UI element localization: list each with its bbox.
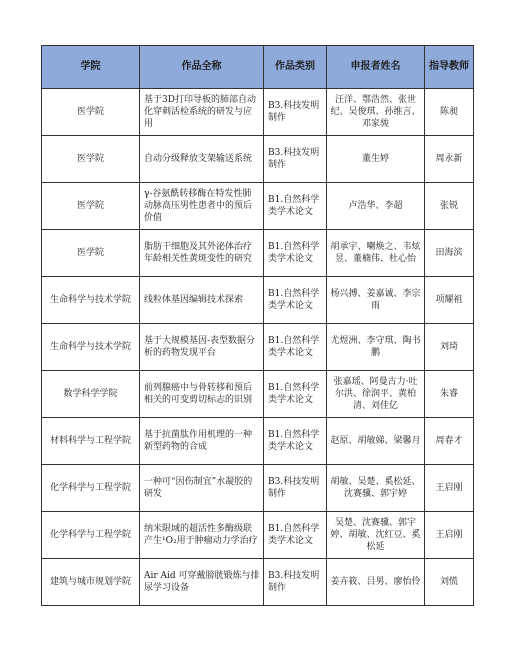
category-cell: B3.科技发明制作: [264, 89, 327, 136]
college-cell: 化学科学与工程学院: [42, 512, 140, 559]
category-cell: B1.自然科学类学术论文: [264, 183, 327, 230]
category-cell: B3.科技发明制作: [264, 465, 327, 512]
category-cell: B3.科技发明制作: [264, 559, 327, 606]
table-row: [42, 183, 474, 230]
table-row: [42, 512, 474, 559]
college-cell: 数学科学学院: [42, 371, 140, 418]
project-title-cell: 前列腺癌中与骨转移和预后相关的可变剪切标志的识别: [140, 371, 264, 418]
advisor-cell: 王启刚: [425, 465, 474, 512]
applicants-cell: 胡承宇、喇焕之、韦炫昱、董楠伟、杜心怡: [327, 230, 425, 277]
category-cell: B3.科技发明制作: [264, 136, 327, 183]
table-header-row: [42, 46, 474, 89]
project-title-cell: 基于大规模基因-表型数据分析的药物发现平台: [140, 324, 264, 371]
applicants-cell: 汪洋、鄂浩然、张世纪、吴俊琪、孙维言、邓家骏: [327, 89, 425, 136]
project-title-cell: 纳米限域的超活性多酶级联产生¹O₂用于肿瘤动力学治疗: [140, 512, 264, 559]
header-advisor: 指导教师: [425, 46, 474, 89]
applicants-cell: 胡敏、吴楚、奚松延、沈赛骥、郭宇婷: [327, 465, 425, 512]
college-cell: 化学科学与工程学院: [42, 465, 140, 512]
advisor-cell: 朱睿: [425, 371, 474, 418]
advisor-cell: 周永新: [425, 136, 474, 183]
project-title-cell: 自动分级释放支架输送系统: [140, 136, 264, 183]
table-row: [42, 371, 474, 418]
category-cell: B1.自然科学类学术论文: [264, 371, 327, 418]
project-title-cell: 线粒体基因编辑技术探索: [140, 277, 264, 324]
college-cell: 医学院: [42, 136, 140, 183]
table-body: [42, 89, 474, 606]
applicants-cell: 姜卉筱、吕男、廖怡伶: [327, 559, 425, 606]
project-table: [41, 45, 474, 606]
advisor-cell: 刘慌: [425, 559, 474, 606]
table-row: [42, 465, 474, 512]
college-cell: 医学院: [42, 89, 140, 136]
table-row: [42, 418, 474, 465]
header-college: 学院: [42, 46, 140, 89]
table-row: [42, 136, 474, 183]
advisor-cell: 周春才: [425, 418, 474, 465]
category-cell: B1.自然科学类学术论文: [264, 512, 327, 559]
project-title-cell: 脂肪干细胞及其外泌体治疗年龄相关性黄斑变性的研究: [140, 230, 264, 277]
header-title: 作品全称: [140, 46, 264, 89]
applicants-cell: 尤煜洲、李守琪、陶书鹏: [327, 324, 425, 371]
applicants-cell: 张嘉瑶、阿曼古力·吐尔洪、徐润平、黄柏清、刘佳亿: [327, 371, 425, 418]
applicants-cell: 吴楚、沈赛骥、郭宇婷、胡敏、沈红豆、奚松延: [327, 512, 425, 559]
college-cell: 生命科学与技术学院: [42, 324, 140, 371]
college-cell: 材料科学与工程学院: [42, 418, 140, 465]
table-row: [42, 559, 474, 606]
advisor-cell: 陈昶: [425, 89, 474, 136]
table-row: [42, 89, 474, 136]
advisor-cell: 王启刚: [425, 512, 474, 559]
category-cell: B1.自然科学类学术论文: [264, 418, 327, 465]
advisor-cell: 刘琦: [425, 324, 474, 371]
table-row: [42, 230, 474, 277]
college-cell: 医学院: [42, 230, 140, 277]
applicants-cell: 董生婷: [327, 136, 425, 183]
applicants-cell: 赵原、胡敏娣、梁馨月: [327, 418, 425, 465]
college-cell: 生命科学与技术学院: [42, 277, 140, 324]
project-title-cell: γ-谷氨酰转移酶在特发性肺动脉高压男性患者中的预后价值: [140, 183, 264, 230]
applicants-cell: 杨兴搏、姜嘉诚、李宗雨: [327, 277, 425, 324]
college-cell: 建筑与城市规划学院: [42, 559, 140, 606]
category-cell: B1.自然科学类学术论文: [264, 324, 327, 371]
college-cell: 医学院: [42, 183, 140, 230]
advisor-cell: 项耀祖: [425, 277, 474, 324]
project-title-cell: 基于抗菌肽作用机理的一种新型药物的合成: [140, 418, 264, 465]
project-title-cell: 一种可“因伤制宜”水凝胶的研发: [140, 465, 264, 512]
table-row: [42, 324, 474, 371]
category-cell: B1.自然科学类学术论文: [264, 230, 327, 277]
header-applicants: 申报者姓名: [327, 46, 425, 89]
project-title-cell: Air Aid 可穿戴膀胱锻炼与排尿学习设备: [140, 559, 264, 606]
table-row: [42, 277, 474, 324]
project-title-cell: 基于3D打印导板的肺部自动化穿刺活检系统的研发与应用: [140, 89, 264, 136]
category-cell: B1.自然科学类学术论文: [264, 277, 327, 324]
advisor-cell: 田海滨: [425, 230, 474, 277]
header-category: 作品类别: [264, 46, 327, 89]
advisor-cell: 张锐: [425, 183, 474, 230]
applicants-cell: 卢浩华、李超: [327, 183, 425, 230]
